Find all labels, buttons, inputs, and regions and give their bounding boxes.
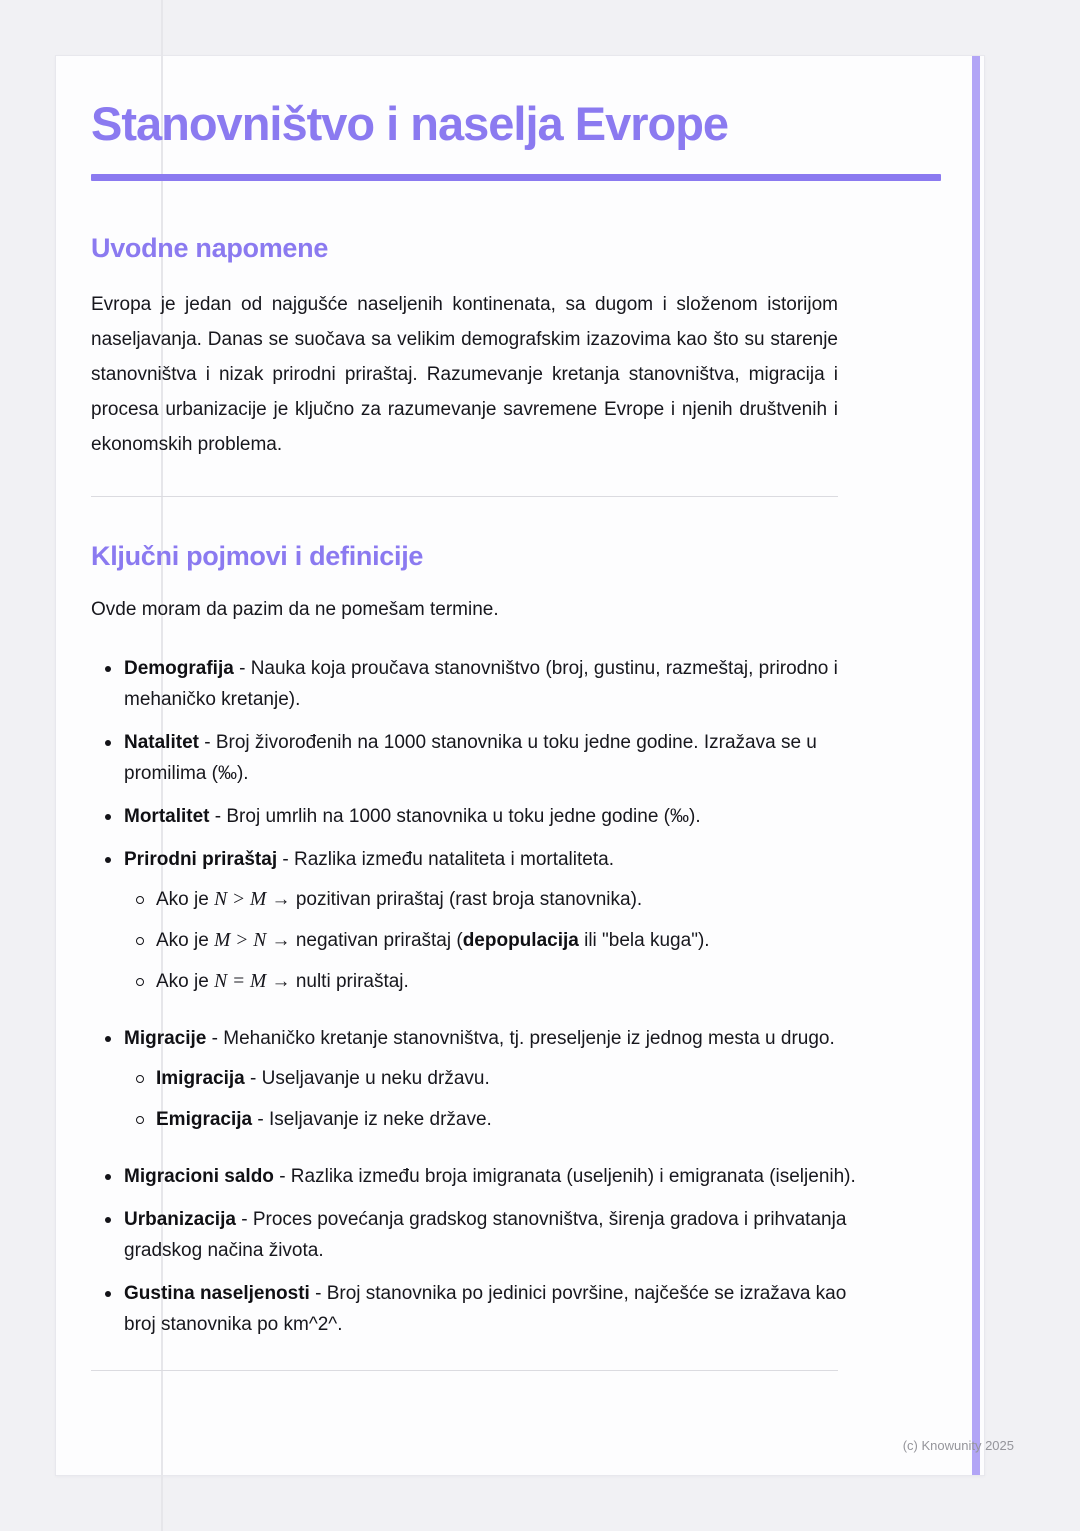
term-definition: - Nauka koja proučava stanovništvo (broj, gustinu, razmeštaj, prirodno i mehaničko kretanje). <box>124 658 838 710</box>
term-definition: - Useljavanje u neku državu. <box>244 1068 490 1089</box>
title-underline-rule <box>91 174 941 181</box>
list-item-natalitet <box>91 727 859 789</box>
term-label: Gustina naseljenosti <box>124 1283 310 1304</box>
emphasized-term: depopulacija <box>462 930 579 951</box>
term-definition: - Razlika između nataliteta i mortaliteta. <box>277 849 614 870</box>
section-heading-uvodne-napomene: Uvodne napomene <box>91 233 329 263</box>
sub-item-imigracija <box>124 1064 859 1094</box>
sub-text: Ako je <box>156 971 215 992</box>
sub-text: ili "bela kuga"). <box>578 930 710 951</box>
copyright-notice: (c) Knowunity 2025 <box>902 1438 1014 1453</box>
term-label: Migracije <box>124 1028 207 1049</box>
sub-item-emigracija <box>124 1105 859 1135</box>
sub-text: → pozitivan priraštaj (rast broja stanovnika). <box>266 889 643 910</box>
section-heading-kljucni-pojmovi: Ključni pojmovi i definicije <box>91 541 424 571</box>
term-label: Migracioni saldo <box>124 1166 274 1187</box>
sub-text: Ako je <box>156 930 215 951</box>
bottom-divider <box>91 1370 838 1371</box>
bullet-icon <box>105 666 111 672</box>
hollow-bullet-icon <box>136 1116 144 1124</box>
term-definition: - Mehaničko kretanje stanovništva, tj. preseljenje iz jednog mesta u drugo. <box>206 1028 835 1049</box>
sub-list <box>124 1064 859 1135</box>
bullet-icon <box>105 1217 111 1223</box>
math-expression: N > M <box>214 889 267 910</box>
list-item-prirodni-prirastaj <box>91 844 859 1011</box>
hollow-bullet-icon <box>136 1075 144 1083</box>
sub-item-nulti <box>124 967 859 997</box>
list-item-migracije <box>91 1023 859 1149</box>
math-expression: M > N <box>214 930 267 951</box>
sub-list <box>124 885 859 997</box>
bullet-icon <box>105 857 111 863</box>
document-content <box>56 56 984 1371</box>
hollow-bullet-icon <box>136 896 144 904</box>
term-definition: - Iseljavanje iz neke države. <box>252 1109 492 1130</box>
sub-item-pozitivan <box>124 885 859 915</box>
list-item-demografija <box>91 653 859 715</box>
term-label: Emigracija <box>156 1109 253 1130</box>
math-expression: N = M <box>214 971 267 992</box>
term-definition: - Broj živorođenih na 1000 stanovnika u toku jedne godine. Izražava se u promilima (‰). <box>124 732 817 784</box>
term-label: Demografija <box>124 658 234 679</box>
term-label: Imigracija <box>156 1068 245 1089</box>
term-definition: - Proces povećanja gradskog stanovništva, širenja gradova i prihvatanja gradskog načina života. <box>124 1209 847 1261</box>
list-item-urbanizacija <box>91 1204 859 1266</box>
sub-text: → nulti priraštaj. <box>266 971 409 992</box>
term-definition: - Broj umrlih na 1000 stanovnika u toku jedne godine (‰). <box>209 806 701 827</box>
bullet-icon <box>105 1291 111 1297</box>
terms-intro-text: Ovde moram da pazim da ne pomešam termine. <box>91 599 499 620</box>
list-item-gustina-naseljenosti <box>91 1278 859 1340</box>
sub-item-negativan <box>124 926 859 956</box>
bullet-icon <box>105 1174 111 1180</box>
hollow-bullet-icon <box>136 978 144 986</box>
intro-paragraph: Evropa je jedan od najgušće naseljenih kontinenata, sa dugom i složenom istorijom naseljavanja. Danas se suočava sa velikim demografskim izazovima kao što su starenje stanovništva i nizak prirodni priraštaj. Razumevanje kretanja stanovništva, migracija i procesa urbanizacije je ključno za razumevanje savremene Evrope i njenih društvenih i ekonomskih problema. <box>91 294 838 455</box>
term-label: Natalitet <box>124 732 199 753</box>
term-label: Prirodni priraštaj <box>124 849 278 870</box>
term-definition: - Broj stanovnika po jedinici površine, najčešće se izražava kao broj stanovnika po km^2^. <box>124 1283 847 1335</box>
list-item-mortalitet <box>91 801 859 832</box>
page-title: Stanovništvo i naselja Evrope <box>91 97 729 150</box>
section-divider <box>91 496 838 497</box>
list-item-migracioni-saldo <box>91 1161 859 1192</box>
term-label: Urbanizacija <box>124 1209 236 1230</box>
terms-list <box>91 653 859 1340</box>
bullet-icon <box>105 814 111 820</box>
sub-text: → negativan priraštaj ( <box>266 930 463 951</box>
term-label: Mortalitet <box>124 806 210 827</box>
hollow-bullet-icon <box>136 937 144 945</box>
term-definition: - Razlika između broja imigranata (useljenih) i emigranata (iseljenih). <box>273 1166 856 1187</box>
bullet-icon <box>105 1036 111 1042</box>
sub-text: Ako je <box>156 889 215 910</box>
document-page <box>55 55 985 1476</box>
bullet-icon <box>105 740 111 746</box>
